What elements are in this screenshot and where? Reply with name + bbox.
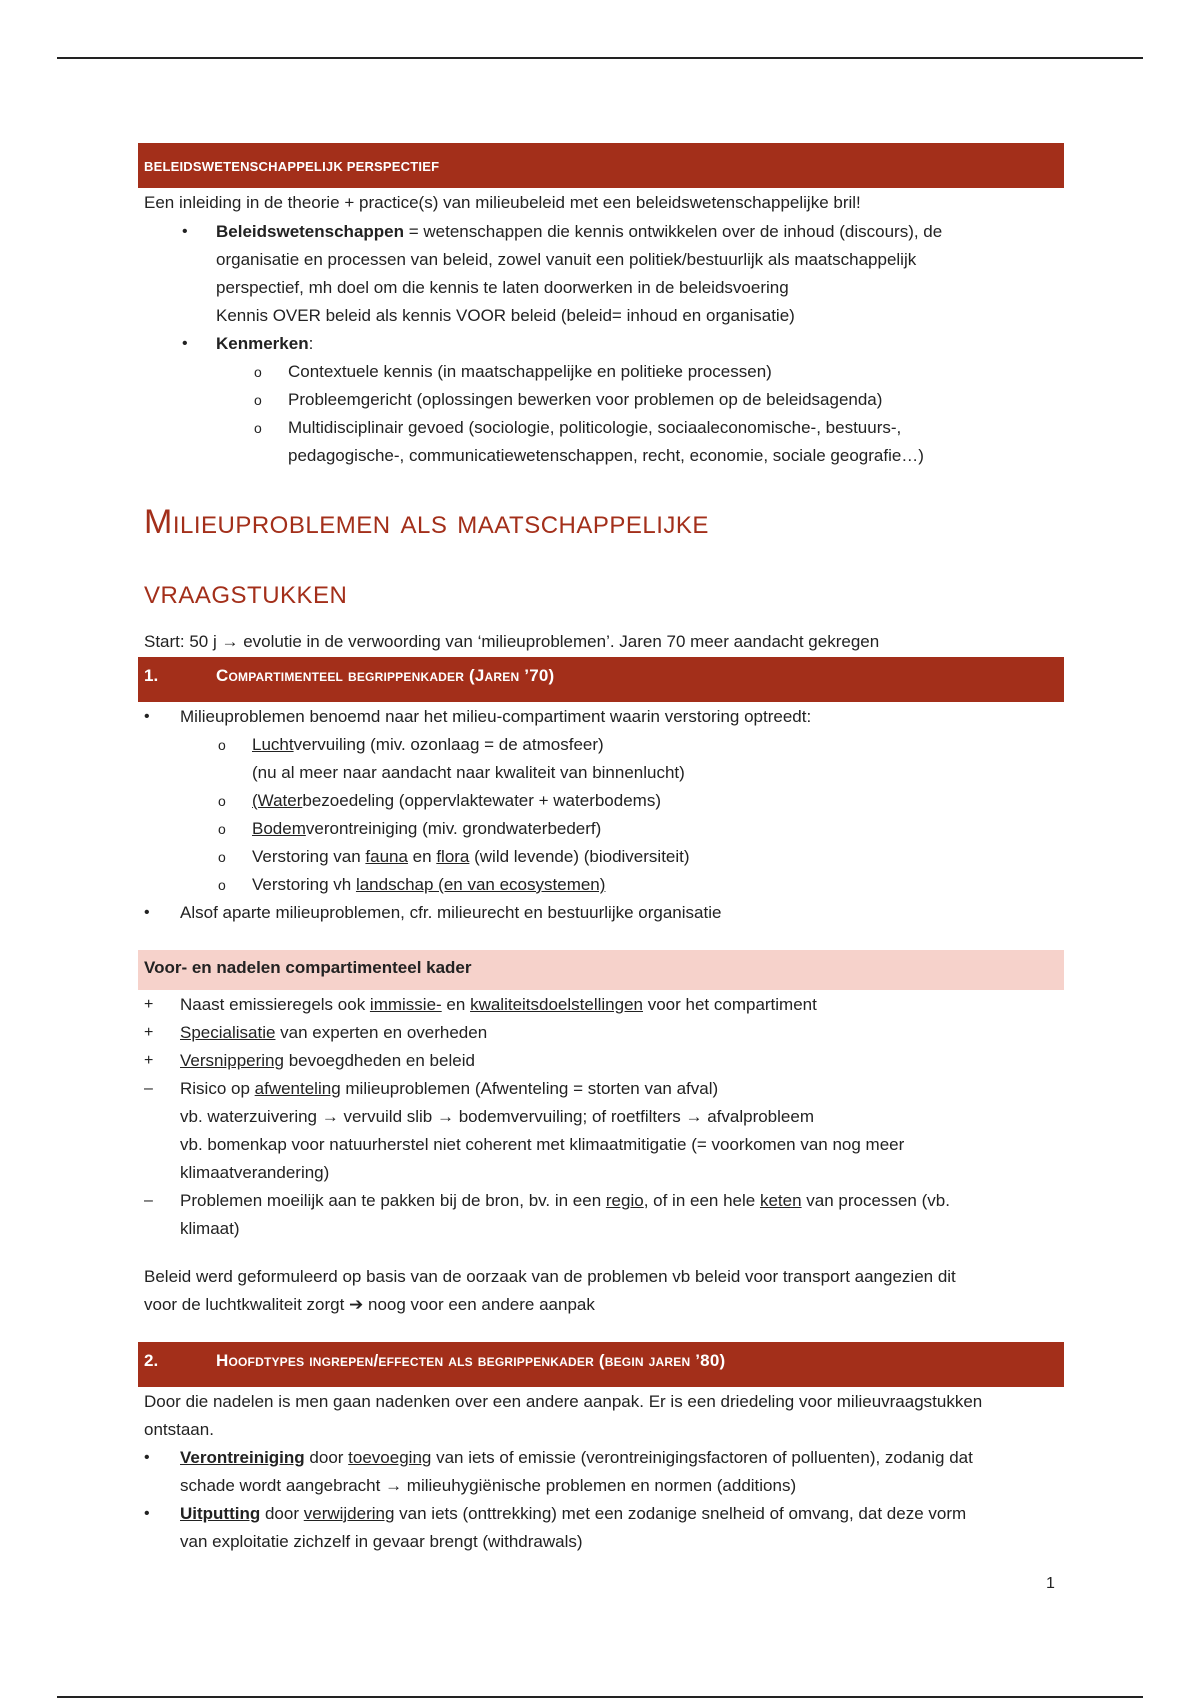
bullet-icon: • [144,708,150,725]
intro-text: Een inleiding in de theorie + practice(s) van milieubeleid met een beleidswetenschappelijke bril! [144,193,861,212]
kenmerk-item-1: Contextuele kennis (in maatschappelijke en politieke processen) [288,362,772,381]
con-1-example-2: vb. bomenkap voor natuurherstel niet coherent met klimaatmitigatie (= voorkomen van nog meer [180,1135,905,1154]
definition-line-2: organisatie en processen van beleid, zowel vanuit een politiek/bestuurlijk als maatschappelijk [216,250,917,269]
start-text: Start: 50 j → evolutie in de verwoording van ‘milieuproblemen’. Jaren 70 meer aandacht gekregen [144,632,880,651]
con-2-cont: klimaat) [180,1219,240,1238]
definition-line-3: perspectief, mh doel om die kennis te laten doorwerken in de beleidsvoering [216,278,789,297]
bullet-icon: • [182,223,188,240]
sec1-sub-5: Verstoring vh landschap (en van ecosystemen) [252,875,606,894]
bullet-icon: • [182,335,188,352]
sec2-bullet-2-cont: van exploitatie zichzelf in gevaar brengt (withdrawals) [180,1532,583,1551]
bullet-icon: • [144,1449,150,1466]
sec1-bullet-1: Milieuproblemen benoemd naar het milieu-compartiment waarin verstoring optreedt: [180,707,812,726]
kenmerk-item-3-cont: pedagogische-, communicatiewetenschappen, recht, economie, sociale geografie…) [288,446,924,465]
bottom-rule [57,1696,1143,1698]
circle-bullet-icon: o [254,364,262,380]
bullet-icon: • [144,1505,150,1522]
plus-icon: + [144,996,154,1013]
section-title-line-2: vraagstukken [144,573,348,611]
bullet-icon: • [144,904,150,921]
circle-bullet-icon: o [218,821,226,837]
kenmerk-item-2: Probleemgericht (oplossingen bewerken voor problemen op de beleidsagenda) [288,390,883,409]
beleid-line-1: Beleid werd geformuleerd op basis van de oorzaak van de problemen vb beleid voor transport aangezien dit [144,1267,956,1286]
sec2-bullet-2: Uitputting door verwijdering van iets (onttrekking) met een zodanige snelheid of omvang, dat deze vorm [180,1504,967,1523]
beleid-line-2: voor de luchtkwaliteit zorgt ➔ noog voor een andere aanpak [144,1295,595,1314]
circle-bullet-icon: o [254,392,262,408]
header-bar-beleidswetenschappelijk: BELEIDSWETENSCHAPPELIJK PERSPECTIEF [138,143,1064,188]
sec1-sub-4: Verstoring van fauna en flora (wild levende) (biodiversiteit) [252,847,690,866]
circle-bullet-icon: o [218,877,226,893]
circle-bullet-icon: o [218,737,226,753]
definition-line-4: Kennis OVER beleid als kennis VOOR beleid (beleid= inhoud en organisatie) [216,306,795,325]
sec2-intro-2: ontstaan. [144,1420,214,1439]
kenmerk-item-3: Multidisciplinair gevoed (sociologie, politicologie, sociaaleconomische-, bestuurs-, [288,418,902,437]
kenmerken-label: Kenmerken: [216,334,314,353]
sec2-intro-1: Door die nadelen is men gaan nadenken over een andere aanpak. Er is een driedeling voor milieuvraagstukken [144,1392,983,1411]
sec1-sub-2: (Waterbezoedeling (oppervlaktewater + waterbodems) [252,791,661,810]
circle-bullet-icon: o [254,420,262,436]
section-title-line-1: Milieuproblemen als maatschappelijke [144,503,709,541]
page-number: 1 [1046,1575,1055,1592]
con-2: Problemen moeilijk aan te pakken bij de bron, bv. in een regio, of in een hele keten van processen (vb. [180,1191,950,1210]
sec2-bullet-1: Verontreiniging door toevoeging van iets of emissie (verontreinigingsfactoren of polluenten), zodanig dat [180,1448,973,1467]
minus-icon: – [144,1080,153,1097]
pro-2: Specialisatie van experten en overheden [180,1023,488,1042]
con-1: Risico op afwenteling milieuproblemen (Afwenteling = storten van afval) [180,1079,719,1098]
section-1-bar: 1. Compartimenteel begrippenkader (Jaren ’70) [138,657,1064,702]
con-1-example-2-cont: klimaatverandering) [180,1163,330,1182]
sec1-bullet-2: Alsof aparte milieuproblemen, cfr. milieurecht en bestuurlijke organisatie [180,903,722,922]
sec2-bullet-1-cont: schade wordt aangebracht → milieuhygiënische problemen en normen (additions) [180,1476,797,1495]
section-2-bar: 2. Hoofdtypes ingrepen/effecten als begrippenkader (begin jaren ’80) [138,1342,1064,1387]
circle-bullet-icon: o [218,849,226,865]
minus-icon: – [144,1192,153,1209]
circle-bullet-icon: o [218,793,226,809]
sec1-sub-3: Bodemverontreiniging (miv. grondwaterbederf) [252,819,602,838]
definition-line-1: Beleidswetenschappen = wetenschappen die kennis ontwikkelen over de inhoud (discours), de [216,222,943,241]
con-1-example-1: vb. waterzuivering → vervuild slib → bodemvervuiling; of roetfilters → afvalprobleem [180,1107,814,1126]
pro-3: Versnippering bevoegdheden en beleid [180,1051,475,1070]
pros-cons-heading: Voor- en nadelen compartimenteel kader [138,950,1064,990]
plus-icon: + [144,1052,154,1069]
top-rule [57,57,1143,59]
sec1-sub-1-cont: (nu al meer naar aandacht naar kwaliteit van binnenlucht) [252,763,685,782]
pro-1: Naast emissieregels ook immissie- en kwaliteitsdoelstellingen voor het compartiment [180,995,817,1014]
sec1-sub-1: Luchtvervuiling (miv. ozonlaag = de atmosfeer) [252,735,604,754]
plus-icon: + [144,1024,154,1041]
